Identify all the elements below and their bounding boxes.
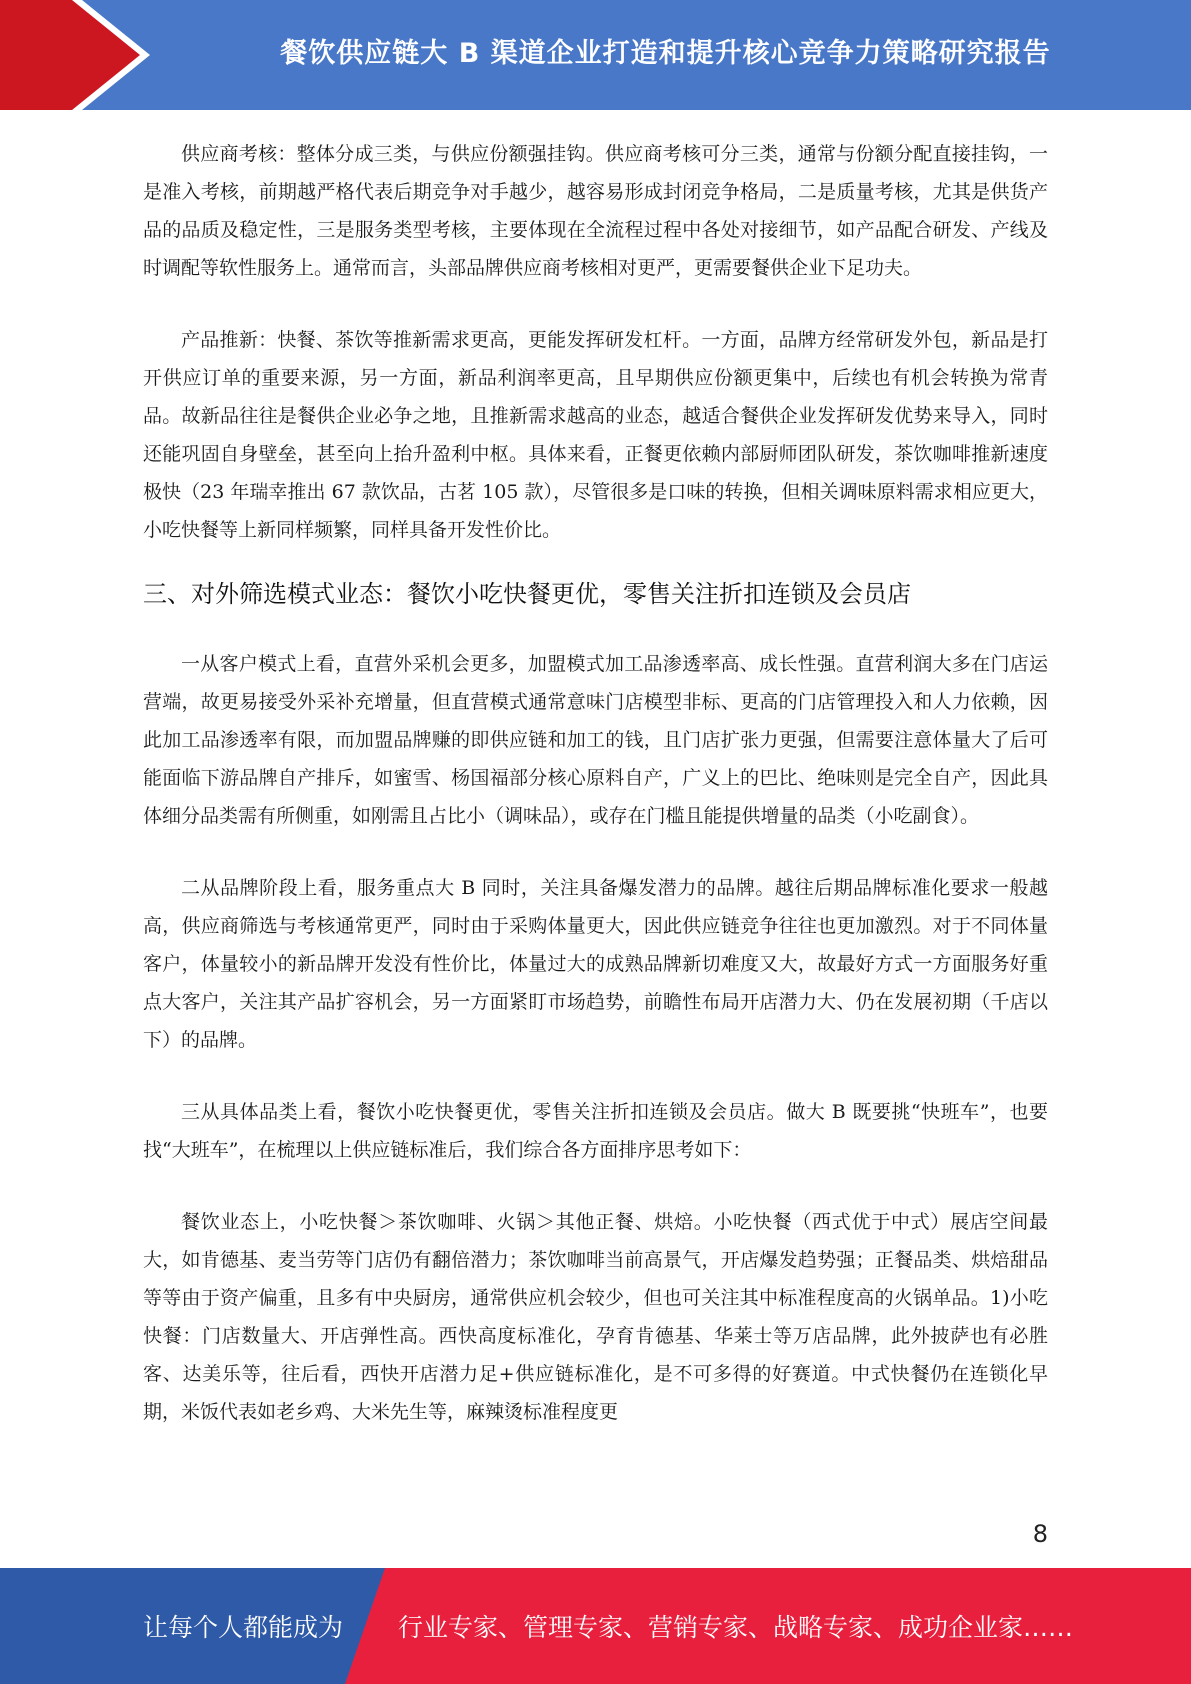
report-title: 餐饮供应链大 B 渠道企业打造和提升核心竞争力策略研究报告 <box>280 37 1051 69</box>
paragraph-category: 三从具体品类上看，餐饮小吃快餐更优，零售关注折扣连锁及会员店。做大 B 既要挑“快班车”，也要找“大班车”，在梳理以上供应链标准后，我们综合各方面排序思考如下： <box>143 1101 1048 1161</box>
paragraph-catering-formats: 餐饮业态上，小吃快餐＞茶饮咖啡、火锅＞其他正餐、烘焙。小吃快餐（西式优于中式）展店空间最大，如肯德基、麦当劳等门店仍有翻倍潜力；茶饮咖啡当前高景气，开店爆发趋势强；正餐品类、烘焙甜品等等由于资产偏重，且多有中央厨房，通常供应机会较少，但也可关注其中标准程度高的火锅单品。1)小吃快餐：门店数量大、开店弹性高。西快高度标准化，孕育肯德基、华莱士等万店品牌，此外披萨也有必胜客、达美乐等，往后看，西快开店潜力足+供应链标准化，是不可多得的好赛道。中式快餐仍在连锁化早期，米饭代表如老乡鸡、大米先生等，麻辣烫标准程度更 <box>143 1211 1048 1423</box>
footer-slogan-left: 让每个人都能成为 <box>143 1613 344 1642</box>
section-heading: 三、对外筛选模式业态：餐饮小吃快餐更优，零售关注折扣连锁及会员店 <box>143 580 911 608</box>
paragraph-product-innovation: 产品推新：快餐、茶饮等推新需求更高，更能发挥研发杠杆。一方面，品牌方经常研发外包，新品是打开供应订单的重要来源，另一方面，新品利润率更高，且早期供应份额更集中，后续也有机会转换为常青品。故新品往往是餐供企业必争之地，且推新需求越高的业态，越适合餐供企业发挥研发优势来导入，同时还能巩固自身壁垒，甚至向上抬升盈利中枢。具体来看，正餐更依赖内部厨师团队研发，茶饮咖啡推新速度极快（23 年瑞幸推出 67 款饮品，古茗 105 款），尽管很多是口味的转换，但相关调味原料需求相应更大，小吃快餐等上新同样频繁，同样具备开发性价比。 <box>143 329 1048 541</box>
paragraph-brand-stage: 二从品牌阶段上看，服务重点大 B 同时，关注具备爆发潜力的品牌。越往后期品牌标准化要求一般越高，供应商筛选与考核通常更严，同时由于采购体量更大，因此供应链竞争往往也更加激烈。对于不同体量客户，体量较小的新品牌开发没有性价比，体量过大的成熟品牌新切难度又大，故最好方式一方面服务好重点大客户，关注其产品扩容机会，另一方面紧盯市场趋势，前瞻性布局开店潜力大、仍在发展初期（千店以下）的品牌。 <box>143 877 1048 1051</box>
document-body <box>143 135 1048 1465</box>
footer-slogan-right: 行业专家、管理专家、营销专家、战略专家、成功企业家…… <box>398 1613 1074 1642</box>
page-header <box>0 0 1191 110</box>
header-arrow-icon <box>0 0 140 110</box>
page-number: 8 <box>1032 1520 1048 1548</box>
page-footer <box>0 1568 1191 1684</box>
paragraph-customer-model: 一从客户模式上看，直营外采机会更多，加盟模式加工品渗透率高、成长性强。直营利润大多在门店运营端，故更易接受外采补充增量，但直营模式通常意味门店模型非标、更高的门店管理投入和人力依赖，因此加工品渗透率有限，而加盟品牌赚的即供应链和加工的钱，且门店扩张力更强，但需要注意体量大了后可能面临下游品牌自产排斥，如蜜雪、杨国福部分核心原料自产，广义上的巴比、绝味则是完全自产，因此具体细分品类需有所侧重，如刚需且占比小（调味品），或存在门槛且能提供增量的品类（小吃副食）。 <box>143 653 1048 827</box>
paragraph-supplier-assessment: 供应商考核：整体分成三类，与供应份额强挂钩。供应商考核可分三类，通常与份额分配直接挂钩，一是准入考核，前期越严格代表后期竞争对手越少，越容易形成封闭竞争格局，二是质量考核，尤其是供货产品的品质及稳定性，三是服务类型考核，主要体现在全流程过程中各处对接细节，如产品配合研发、产线及时调配等软性服务上。通常而言，头部品牌供应商考核相对更严，更需要餐供企业下足功夫。 <box>143 143 1048 279</box>
